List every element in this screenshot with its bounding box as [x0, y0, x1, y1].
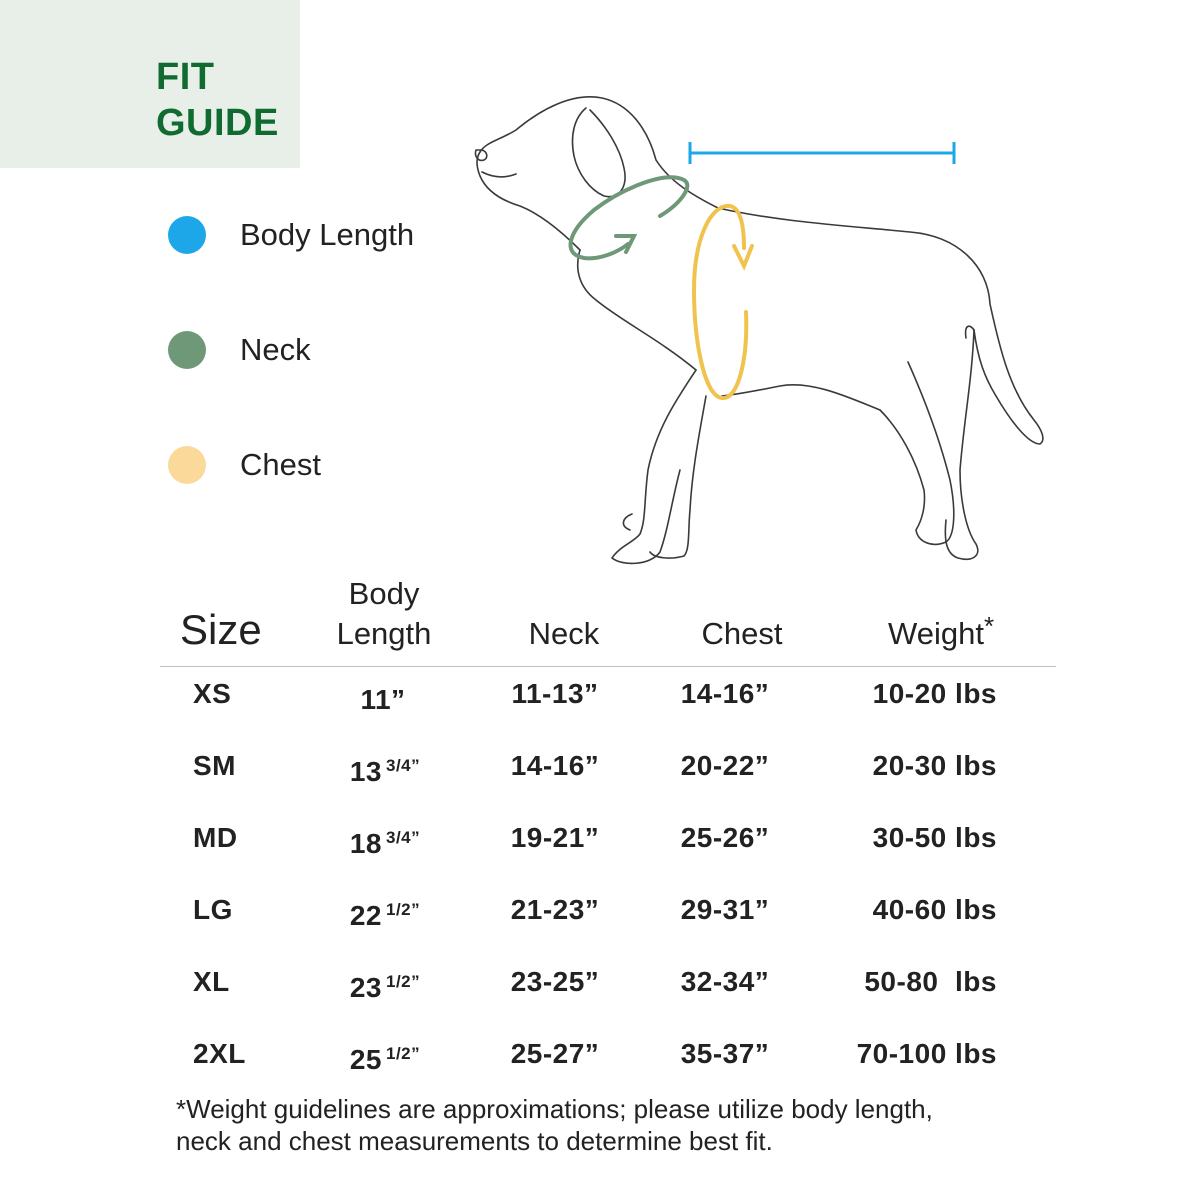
chest-dot-icon	[168, 446, 206, 484]
cell-body-fraction: 1/2”	[386, 1044, 421, 1063]
cell-body-fraction: 1/2”	[386, 972, 421, 991]
body-length-bar-icon	[690, 142, 954, 164]
cell-neck: 14-16”	[510, 750, 600, 781]
dog-measurement-illustration	[460, 80, 1060, 580]
footnote	[176, 1093, 1076, 1157]
header-weight-asterisk: *	[983, 611, 995, 641]
cell-neck: 11-13”	[511, 678, 599, 709]
footnote-line1: *Weight guidelines are approximations; please utilize body length,	[176, 1094, 933, 1124]
cell-chest: 29-31”	[680, 894, 770, 925]
title-line-guide: GUIDE	[156, 102, 279, 144]
cell-weight: 50-80 lbs	[864, 966, 997, 997]
cell-chest: 20-22”	[680, 750, 770, 781]
title-panel	[0, 0, 300, 168]
header-weight	[872, 611, 1000, 654]
cell-chest: 25-26”	[680, 822, 770, 853]
legend-label-neck: Neck	[240, 332, 311, 367]
cell-size: LG	[193, 894, 233, 925]
neck-dot-icon	[168, 331, 206, 369]
legend-label-body-length: Body Length	[240, 217, 415, 252]
cell-body-whole: 22	[349, 900, 382, 931]
cell-body-fraction: 1/2”	[386, 900, 421, 919]
cell-body-whole: 11”	[360, 684, 406, 715]
cell-chest: 35-37”	[680, 1038, 770, 1069]
cell-weight: 70-100 lbs	[856, 1038, 997, 1069]
cell-size: 2XL	[193, 1038, 246, 1069]
neck-ring-icon	[571, 177, 688, 258]
header-chest: Chest	[701, 616, 783, 651]
title-line-fit: FIT	[156, 56, 215, 98]
cell-body-whole: 23	[349, 972, 382, 1003]
header-body-line2: Length	[336, 616, 432, 651]
chest-ring-icon	[694, 206, 752, 398]
cell-chest: 14-16”	[680, 678, 770, 709]
cell-body-whole: 13	[349, 756, 382, 787]
cell-body-length	[300, 892, 470, 934]
cell-neck: 23-25”	[510, 966, 600, 997]
table-divider	[160, 666, 1056, 667]
cell-body-whole: 25	[349, 1044, 382, 1075]
cell-weight: 40-60 lbs	[872, 894, 997, 925]
cell-body-fraction: 3/4”	[386, 756, 421, 775]
cell-size: SM	[193, 750, 236, 781]
header-size: Size	[180, 606, 262, 653]
cell-neck: 21-23”	[510, 894, 600, 925]
legend-label-chest: Chest	[240, 447, 321, 482]
cell-chest: 32-34”	[680, 966, 770, 997]
header-body-line1: Body	[348, 576, 420, 611]
cell-body-length	[300, 676, 470, 718]
header-weight-label: Weight	[888, 616, 984, 651]
cell-body-whole: 18	[349, 828, 382, 859]
cell-weight: 30-50 lbs	[872, 822, 997, 853]
cell-body-length	[300, 1036, 470, 1078]
header-neck: Neck	[528, 616, 600, 651]
cell-weight: 10-20 lbs	[872, 678, 997, 709]
cell-body-fraction: 3/4”	[386, 828, 421, 847]
cell-weight: 20-30 lbs	[872, 750, 997, 781]
cell-body-length	[300, 748, 470, 790]
cell-size: MD	[193, 822, 238, 853]
cell-size: XS	[193, 678, 232, 709]
cell-body-length	[300, 964, 470, 1006]
dog-outline-icon	[475, 97, 1042, 564]
cell-neck: 19-21”	[510, 822, 600, 853]
footnote-line2: neck and chest measurements to determine best fit.	[176, 1126, 773, 1156]
cell-neck: 25-27”	[510, 1038, 600, 1069]
cell-body-length	[300, 820, 470, 862]
cell-size: XL	[193, 966, 230, 997]
body-length-dot-icon	[168, 216, 206, 254]
